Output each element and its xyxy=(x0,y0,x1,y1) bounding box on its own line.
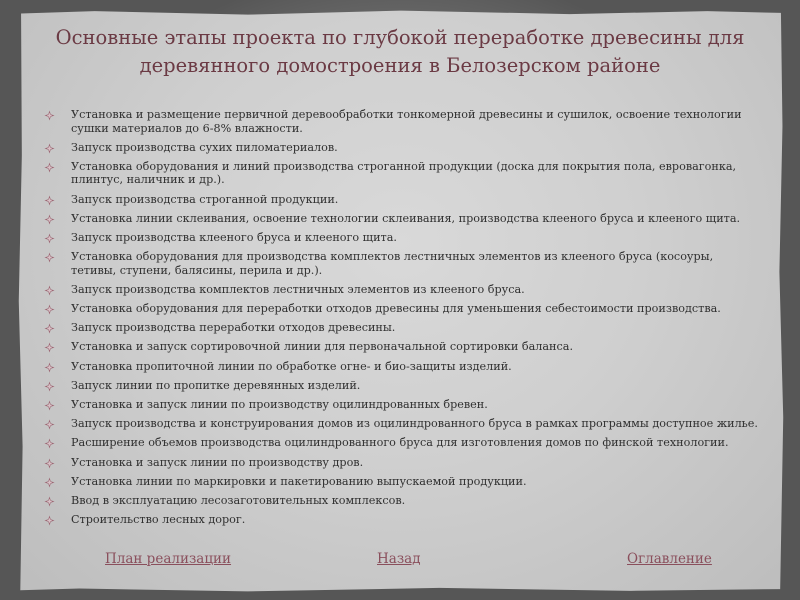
list-item-text: Запуск производства комплектов лестничных элементов из клееного бруса. xyxy=(71,282,525,296)
list-item xyxy=(44,456,759,470)
diamond-bullet-icon xyxy=(44,323,55,334)
list-item-text: Строительство лесных дорог. xyxy=(71,513,246,527)
list-item-text: Ввод в эксплуатацию лесозаготовительных комплексов. xyxy=(71,493,406,507)
list-item-text: Установка линии склеивания, освоение технологии склеивания, производства клееного бруса и клееного щита. xyxy=(71,211,741,225)
list-item xyxy=(44,212,759,226)
list-item-text: Установка и размещение первичной деревообработки тонкомерной древесины и сушилок, освоение технологии сушки материалов до 6-8% влажности. xyxy=(71,108,742,135)
list-item xyxy=(44,398,759,412)
list-item xyxy=(44,513,759,527)
list-item xyxy=(44,108,759,135)
back-link[interactable]: Назад xyxy=(377,551,421,567)
diamond-bullet-icon xyxy=(44,342,55,353)
plan-link[interactable]: План реализации xyxy=(105,551,232,567)
list-item-text: Запуск линии по пропитке деревянных изделий. xyxy=(71,378,361,392)
diamond-bullet-icon xyxy=(44,304,55,315)
list-item-text: Запуск производства сухих пиломатериалов. xyxy=(71,140,338,154)
list-item-text: Запуск производства строганной продукции. xyxy=(71,192,339,206)
list-item-text: Расширение объемов производства оцилиндрованного бруса для изготовления домов по финской технологии. xyxy=(71,436,729,450)
list-item-text: Установка оборудования для переработки отходов древесины для уменьшения себестоимости производства. xyxy=(71,302,721,315)
list-item xyxy=(44,231,759,245)
list-item-text: Установка оборудования и линий производства строганной продукции (доска для покрытия пола, евровагонка, плинтус, наличник и др.). xyxy=(71,159,737,187)
list-item xyxy=(44,283,759,297)
diamond-bullet-icon xyxy=(44,419,55,430)
list-item xyxy=(44,340,759,354)
diamond-bullet-icon xyxy=(44,214,55,225)
list-item xyxy=(44,417,759,431)
list-item-text: Запуск производства переработки отходов древесины. xyxy=(71,321,396,335)
list-item xyxy=(44,302,759,316)
list-item-text: Установка и запуск линии по производству дров. xyxy=(71,455,364,469)
diamond-bullet-icon xyxy=(44,477,55,488)
list-item xyxy=(44,250,759,277)
list-item-text: Установка пропиточной линии по обработке огне- и био-защиты изделий. xyxy=(71,359,512,373)
diamond-bullet-icon xyxy=(44,381,55,392)
diamond-bullet-icon xyxy=(44,458,55,469)
diamond-bullet-icon xyxy=(44,496,55,507)
contents-link[interactable]: Оглавление xyxy=(627,551,712,567)
diamond-bullet-icon xyxy=(44,438,55,449)
list-item xyxy=(44,141,759,155)
list-item-text: Установка и запуск линии по производству оцилиндрованных бревен. xyxy=(71,397,488,411)
list-item-text: Запуск производства клееного бруса и клееного щита. xyxy=(71,230,397,244)
stages-list xyxy=(44,108,759,532)
list-item-text: Запуск производства и конструирования домов из оцилиндрованного бруса в рамках программы доступное жилье. xyxy=(71,417,758,431)
diamond-bullet-icon xyxy=(44,110,55,121)
list-item xyxy=(44,321,759,335)
list-item xyxy=(44,360,759,374)
list-item-text: Установка и запуск сортировочной линии для первоначальной сортировки баланса. xyxy=(71,340,574,354)
list-item xyxy=(44,193,759,207)
diamond-bullet-icon xyxy=(44,252,55,263)
list-item xyxy=(44,379,759,393)
list-item xyxy=(44,494,759,508)
diamond-bullet-icon xyxy=(44,515,55,526)
slide-title: Основные этапы проекта по глубокой переработке древесины для деревянного домостроения в Белозерском районе xyxy=(55,26,745,77)
diamond-bullet-icon xyxy=(44,285,55,296)
list-item-text: Установка оборудования для производства комплектов лестничных элементов из клееного бруса (косоуры, тетивы, ступени, балясины, перила и др.). xyxy=(71,250,714,277)
list-item xyxy=(44,436,759,450)
list-item-text: Установка линии по маркировки и пакетированию выпускаемой продукции. xyxy=(71,474,527,488)
diamond-bullet-icon xyxy=(44,195,55,206)
diamond-bullet-icon xyxy=(44,162,55,173)
diamond-bullet-icon xyxy=(44,400,55,411)
diamond-bullet-icon xyxy=(44,233,55,244)
diamond-bullet-icon xyxy=(44,143,55,154)
diamond-bullet-icon xyxy=(44,362,55,373)
list-item xyxy=(44,160,759,187)
list-item xyxy=(44,475,759,489)
